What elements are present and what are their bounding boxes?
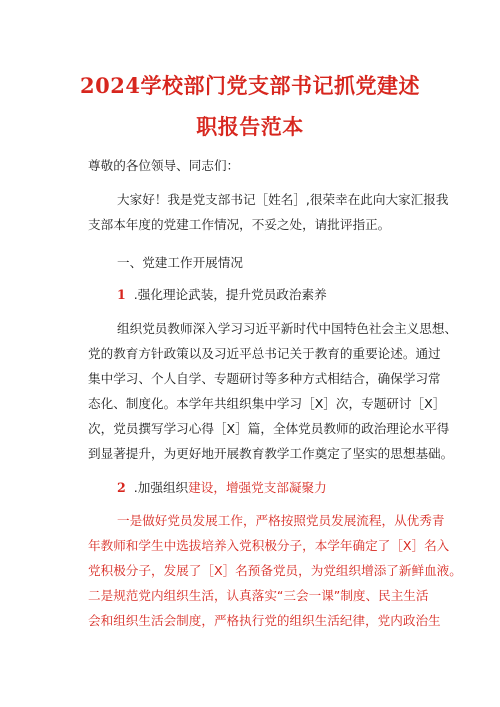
- intro-line-2: 支部本年度的党建工作情况，不妥之处，请批评指正。: [88, 217, 391, 232]
- item-2-heading-part-2: 建设，增强党支部凝聚力: [188, 480, 327, 495]
- intro-line-1: 大家好！我是党支部书记［姓名］,很荣幸在此向大家汇报我: [117, 192, 449, 207]
- item-2-heading: [117, 479, 327, 497]
- para-2-line-3: 党积极分子，发展了［X］名预备党员，为党组织增添了新鲜血液。: [88, 563, 462, 578]
- item-2-heading-part-1: .加强组织: [133, 480, 189, 495]
- section-heading: 一、党建工作开展情况: [117, 255, 243, 270]
- para-1-line-2: 党的教育方针政策以及习近平总书记关于教育的重要论述。通过: [88, 346, 441, 361]
- item-1-heading: [117, 286, 327, 304]
- para-2-line-5: 会和组织生活会制度，严格执行党的组织生活纪律，党内政治生: [88, 613, 441, 628]
- para-1-line-1: 组织党员教师深入学习习近平新时代中国特色社会主义思想、: [117, 321, 458, 336]
- item-1-number: 1: [117, 287, 126, 302]
- para-1-line-3: 集中学习、个人自学、专题研讨等多种方式相结合，确保学习常: [88, 371, 441, 386]
- salutation: 尊敬的各位领导、同志们：: [88, 158, 240, 173]
- para-2-line-2: 年教师和学生中选拔培养入党积极分子，本学年确定了［X］名入: [88, 538, 450, 553]
- item-1-heading-text: .强化理论武装，提升党员政治素养: [133, 287, 327, 302]
- para-1-line-5: 次，党员撰写学习心得［X］篇，全体党员教师的政治理论水平得: [88, 421, 450, 436]
- para-1-line-6: 到显著提升，为更好地开展教育教学工作奠定了坚实的思想基础。: [88, 446, 454, 461]
- document-title-line-1: 2024学校部门党支部书记抓党建述: [80, 73, 420, 98]
- para-2-line-4: 二是规范党内组织生活，认真落实“三会一课”制度、民主生活: [88, 588, 429, 603]
- item-2-number: 2: [117, 480, 126, 495]
- para-1-line-4: 态化、制度化。本学年共组织集中学习［X］次，专题研讨［X］: [88, 396, 446, 411]
- document-title-line-2: 职报告范本: [196, 114, 304, 139]
- para-2-line-1: 一是做好党员发展工作，严格按照党员发展流程，从优秀青: [117, 513, 445, 528]
